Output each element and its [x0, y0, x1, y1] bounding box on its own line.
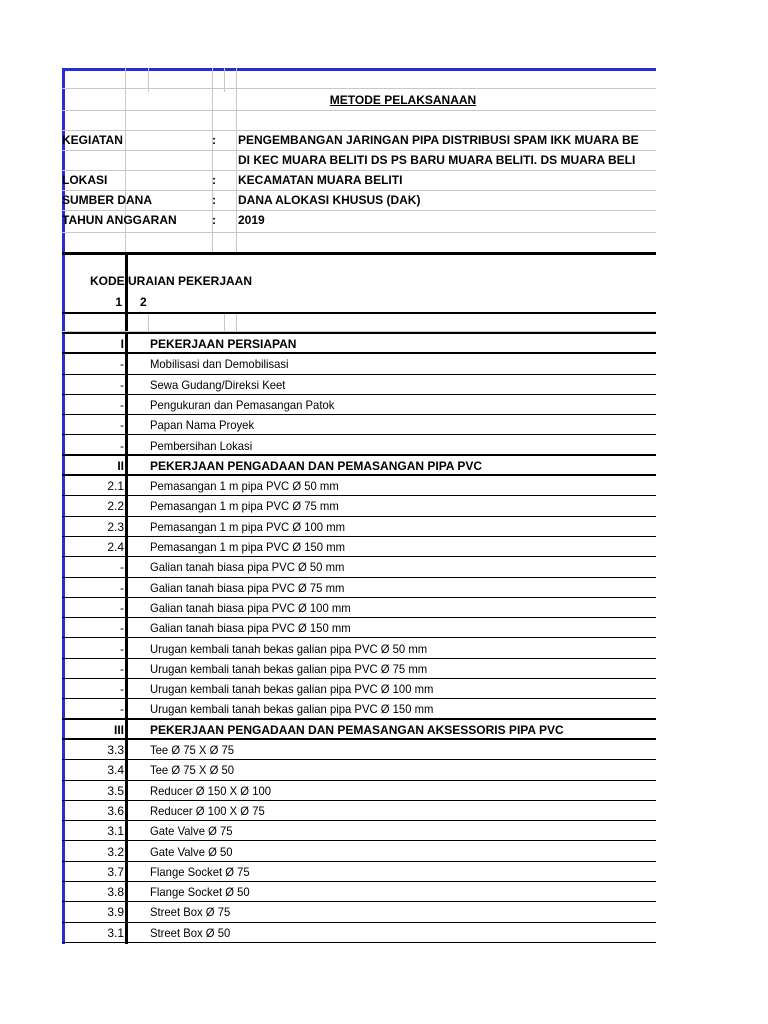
grid-line	[224, 314, 225, 332]
row-code: 3.3	[107, 743, 124, 757]
table-row	[62, 375, 656, 395]
info-colon	[212, 150, 232, 170]
row-description: Reducer Ø 150 X Ø 100	[150, 783, 272, 798]
table-row	[62, 618, 656, 638]
grid-line	[236, 314, 237, 332]
row-code: -	[120, 702, 124, 717]
info-value: KECAMATAN MUARA BELITI	[238, 173, 403, 187]
table-top-border	[62, 252, 656, 255]
info-label: LOKASI	[62, 173, 108, 187]
info-value: DANA ALOKASI KHUSUS (DAK)	[238, 193, 421, 207]
info-label	[62, 150, 212, 170]
row-description: Pemasangan 1 m pipa PVC Ø 150 mm	[150, 540, 345, 554]
row-code: -	[120, 377, 124, 392]
row-description: Galian tanah biasa pipa PVC Ø 50 mm	[150, 560, 345, 575]
page-top-border	[62, 68, 656, 71]
table-row	[62, 456, 656, 476]
table-number-row	[62, 292, 656, 312]
table-row	[62, 902, 656, 922]
row-description: Sewa Gudang/Direksi Keet	[150, 377, 286, 392]
row-description: Galian tanah biasa pipa PVC Ø 150 mm	[150, 621, 351, 636]
row-description: Tee Ø 75 X Ø 50	[150, 763, 235, 778]
table-row	[62, 395, 656, 415]
row-description: Urugan kembali tanah bekas galian pipa PVC Ø 75 mm	[150, 661, 428, 676]
row-description: Flange Socket Ø 75	[150, 864, 250, 879]
info-label: KEGIATAN	[62, 133, 123, 147]
info-colon: :	[212, 173, 216, 187]
info-colon: :	[212, 133, 216, 147]
table-row	[62, 821, 656, 841]
row-code: 3.7	[107, 864, 124, 879]
row-code: -	[120, 621, 124, 636]
row-code: -	[120, 661, 124, 676]
row-description: Pengukuran dan Pemasangan Patok	[150, 397, 335, 412]
table-header-border	[62, 312, 656, 314]
grid-line	[148, 314, 149, 332]
table-row	[62, 436, 656, 456]
row-description: PEKERJAAN PERSIAPAN	[150, 337, 297, 351]
row-description: Reducer Ø 100 X Ø 75	[150, 803, 265, 818]
info-colon: :	[212, 213, 216, 227]
row-description: Tee Ø 75 X Ø 75	[150, 743, 235, 757]
table-row	[62, 923, 656, 943]
row-description: Galian tanah biasa pipa PVC Ø 75 mm	[150, 580, 345, 595]
table-row	[62, 334, 656, 354]
row-code: -	[120, 397, 124, 412]
row-description: Pemasangan 1 m pipa PVC Ø 50 mm	[150, 479, 339, 494]
row-description: Flange Socket Ø 50	[150, 885, 250, 900]
table-row	[62, 639, 656, 659]
row-code: -	[120, 600, 124, 615]
row-code: 2.4	[107, 540, 124, 554]
table-row	[62, 842, 656, 862]
row-code: 3.9	[107, 905, 124, 920]
row-description: Pembersihan Lokasi	[150, 438, 253, 453]
row-code: 3.4	[107, 763, 124, 778]
table-row	[62, 781, 656, 801]
row-code: 3.8	[107, 885, 124, 900]
table-row	[62, 537, 656, 557]
table-row	[62, 760, 656, 780]
grid-line	[62, 232, 656, 233]
row-code: 3.6	[107, 803, 124, 818]
grid-line	[62, 110, 656, 111]
row-description: Papan Nama Proyek	[150, 418, 255, 433]
column-number-2: 2	[140, 295, 147, 309]
row-code: -	[120, 357, 124, 372]
row-code: -	[120, 438, 124, 453]
info-row	[62, 170, 656, 190]
row-code: II	[117, 458, 124, 473]
row-code: 3.2	[107, 844, 124, 859]
page-title: METODE PELAKSANAAN	[329, 93, 477, 107]
title-row	[62, 90, 656, 110]
table-row	[62, 476, 656, 496]
table-row	[62, 882, 656, 902]
row-code: 2.2	[107, 499, 124, 514]
info-row	[62, 130, 656, 150]
info-value: DI KEC MUARA BELITI DS PS BARU MUARA BELITI. DS MUARA BELI	[238, 153, 636, 167]
row-border	[62, 942, 656, 943]
table-row	[62, 415, 656, 435]
column-number-1: 1	[115, 295, 122, 309]
row-description: Galian tanah biasa pipa PVC Ø 100 mm	[150, 600, 351, 615]
row-description: Mobilisasi dan Demobilisasi	[150, 357, 289, 372]
row-code: 3.1	[107, 824, 124, 839]
column-header-kode: KODE	[90, 274, 125, 288]
info-row	[62, 150, 656, 170]
row-description: Street Box Ø 75	[150, 905, 231, 920]
table-row	[62, 598, 656, 618]
table-row	[62, 659, 656, 679]
table-row	[62, 517, 656, 537]
row-code: -	[120, 682, 124, 697]
info-colon: :	[212, 193, 216, 207]
table-row	[62, 740, 656, 760]
row-code: 2.1	[107, 479, 124, 494]
info-label: TAHUN ANGGARAN	[62, 213, 177, 227]
info-label: SUMBER DANA	[62, 193, 152, 207]
table-row	[62, 496, 656, 516]
row-code: 2.3	[107, 519, 124, 534]
row-description: Urugan kembali tanah bekas galian pipa PVC Ø 50 mm	[150, 641, 428, 656]
info-row	[62, 190, 656, 210]
table-row	[62, 557, 656, 577]
row-description: Urugan kembali tanah bekas galian pipa PVC Ø 150 mm	[150, 702, 434, 717]
row-description: PEKERJAAN PENGADAAN DAN PEMASANGAN AKSESSORIS PIPA PVC	[150, 722, 564, 737]
row-code: 3.1	[107, 925, 124, 940]
row-code: -	[120, 580, 124, 595]
row-code: 3.5	[107, 783, 124, 798]
row-code: -	[120, 641, 124, 656]
grid-line	[62, 88, 656, 89]
row-code: -	[120, 418, 124, 433]
table-row	[62, 578, 656, 598]
row-description: Street Box Ø 50	[150, 925, 231, 940]
column-header-uraian: URAIAN PEKERJAAN	[128, 274, 253, 288]
table-row	[62, 720, 656, 740]
row-code: III	[113, 722, 124, 737]
table-row	[62, 679, 656, 699]
table-header-row	[62, 271, 656, 292]
row-code: -	[120, 560, 124, 575]
row-code: I	[120, 337, 124, 351]
row-description: Gate Valve Ø 50	[150, 844, 233, 859]
info-value: 2019	[238, 213, 265, 227]
row-description: Pemasangan 1 m pipa PVC Ø 100 mm	[150, 519, 345, 534]
table-row	[62, 699, 656, 719]
row-description: Gate Valve Ø 75	[150, 824, 233, 839]
info-value: PENGEMBANGAN JARINGAN PIPA DISTRIBUSI SPAM IKK MUARA BE	[238, 133, 639, 147]
spreadsheet-page	[62, 68, 656, 944]
table-row	[62, 801, 656, 821]
row-description: Pemasangan 1 m pipa PVC Ø 75 mm	[150, 499, 339, 514]
row-description: Urugan kembali tanah bekas galian pipa PVC Ø 100 mm	[150, 682, 434, 697]
info-row	[62, 210, 656, 230]
row-description: PEKERJAAN PENGADAAN DAN PEMASANGAN PIPA PVC	[150, 458, 483, 473]
table-row	[62, 354, 656, 374]
table-row	[62, 862, 656, 882]
